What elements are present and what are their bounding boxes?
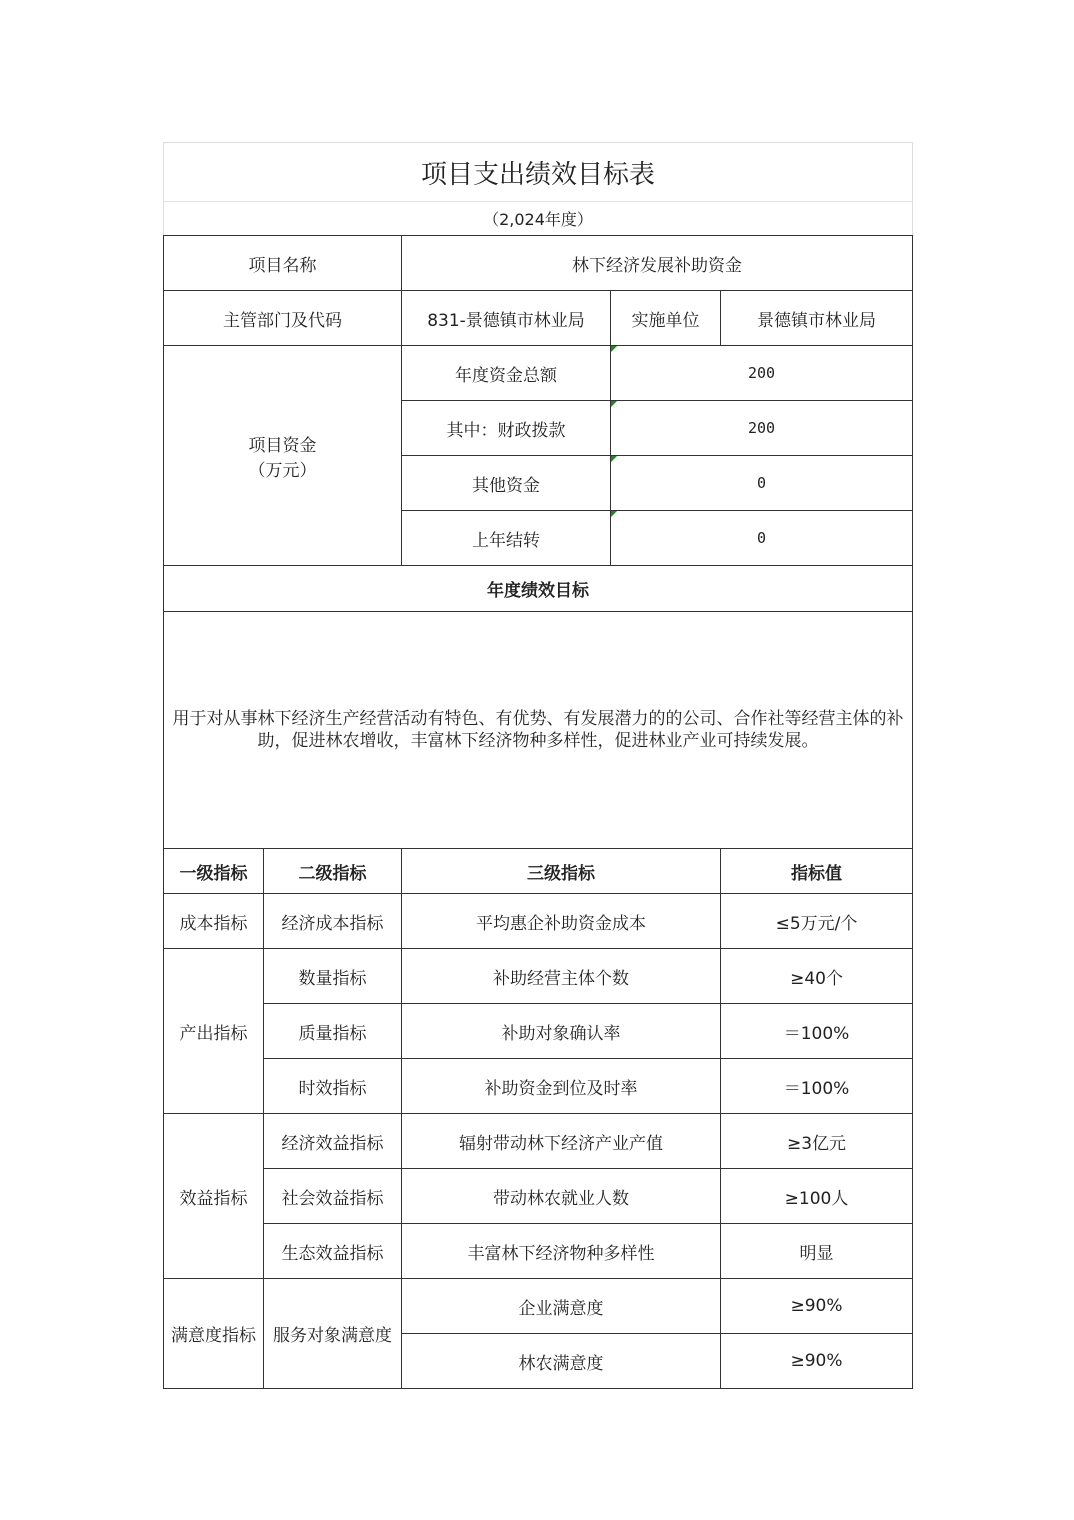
project-name-value: 林下经济发展补助资金 [402,236,913,291]
performance-target-table [163,142,913,1389]
indicator-value: ≥40个 [721,949,913,1004]
level2-cell: 服务对象满意度 [264,1279,402,1389]
level3-cell: 补助对象确认率 [402,1004,721,1059]
funds-label-line2: （万元） [248,460,317,481]
indicator-value: 明显 [721,1224,913,1279]
funds-row-value: 0 [611,456,913,511]
level3-cell: 带动林农就业人数 [402,1169,721,1224]
funds-label-line1: 项目资金 [248,435,317,456]
funds-row-label: 上年结转 [402,511,611,566]
indicator-value: ≥3亿元 [721,1114,913,1169]
funds-label [164,346,402,566]
impl-value: 景德镇市林业局 [721,291,913,346]
level3-cell: 补助资金到位及时率 [402,1059,721,1114]
level3-cell: 平均惠企补助资金成本 [402,894,721,949]
indicator-value: ≤5万元/个 [721,894,913,949]
level3-cell: 补助经营主体个数 [402,949,721,1004]
annual-goal-header: 年度绩效目标 [164,566,913,612]
level2-cell: 质量指标 [264,1004,402,1059]
level2-cell: 时效指标 [264,1059,402,1114]
project-name-label: 项目名称 [164,236,402,291]
level2-cell: 经济效益指标 [264,1114,402,1169]
header-level2: 二级指标 [264,849,402,894]
level1-output: 产出指标 [164,949,264,1114]
indicator-value: ≥90% [721,1334,913,1389]
level1-satisfaction: 满意度指标 [164,1279,264,1389]
annual-goal-text: 用于对从事林下经济生产经营活动有特色、有优势、有发展潜力的的公司、合作社等经营主体的补助，促进林农增收，丰富林下经济物种多样性，促进林业产业可持续发展。 [164,612,913,849]
page-title: 项目支出绩效目标表 [164,143,913,202]
level1-benefit: 效益指标 [164,1114,264,1279]
funds-row-value: 200 [611,346,913,401]
level2-cell: 社会效益指标 [264,1169,402,1224]
indicator-value: ＝100% [721,1004,913,1059]
indicator-value: ＝100% [721,1059,913,1114]
dept-value: 831-景德镇市林业局 [402,291,611,346]
funds-row-value: 0 [611,511,913,566]
level3-cell: 辐射带动林下经济产业产值 [402,1114,721,1169]
header-level1: 一级指标 [164,849,264,894]
level3-cell: 丰富林下经济物种多样性 [402,1224,721,1279]
level3-cell: 林农满意度 [402,1334,721,1389]
funds-row-label: 年度资金总额 [402,346,611,401]
dept-label: 主管部门及代码 [164,291,402,346]
level2-cell: 数量指标 [264,949,402,1004]
level3-cell: 企业满意度 [402,1279,721,1334]
indicator-value: ≥90% [721,1279,913,1334]
year-label: （2,024年度） [164,202,913,236]
impl-label: 实施单位 [611,291,721,346]
level2-cell: 经济成本指标 [264,894,402,949]
level2-cell: 生态效益指标 [264,1224,402,1279]
level1-cost: 成本指标 [164,894,264,949]
indicator-value: ≥100人 [721,1169,913,1224]
funds-row-label: 其中：财政拨款 [402,401,611,456]
header-value: 指标值 [721,849,913,894]
funds-row-value: 200 [611,401,913,456]
header-level3: 三级指标 [402,849,721,894]
funds-row-label: 其他资金 [402,456,611,511]
